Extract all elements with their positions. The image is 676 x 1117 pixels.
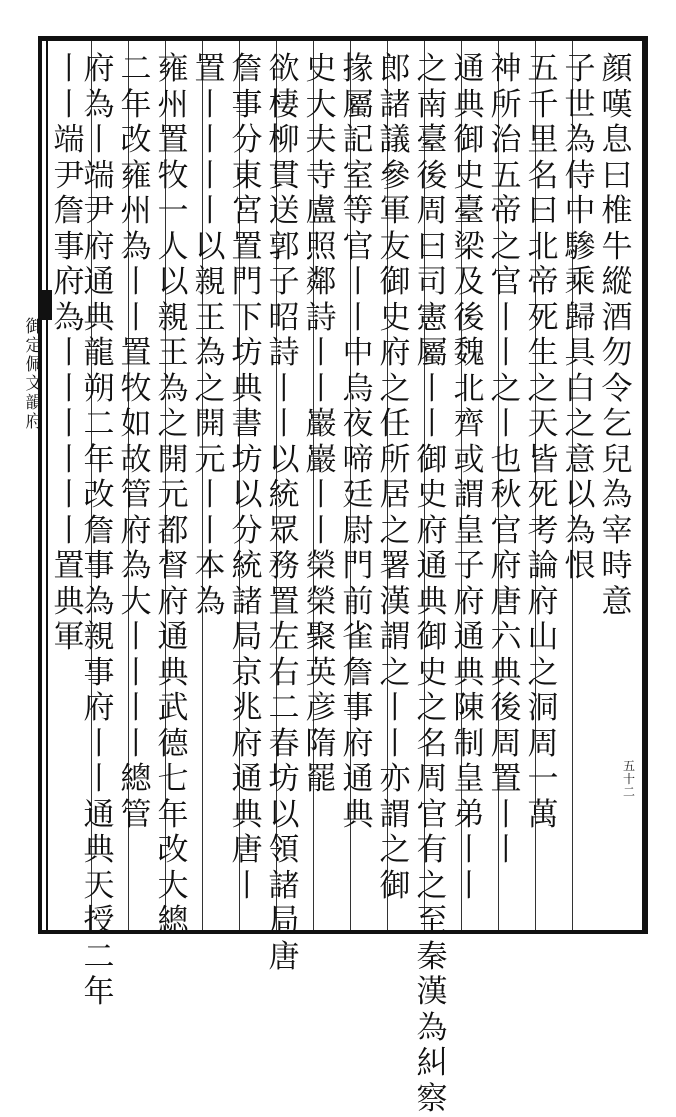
text-column: 置丨丨丨丨以親王為之開元丨丨本為 (194, 51, 226, 620)
text-column: 顔嘆息曰椎牛縱酒勿令乞兒為宰時意 (601, 51, 633, 620)
text-column: 子世為侍中驂乘歸具白之意以為恨 (564, 51, 596, 584)
margin-book-title: 御定佩文韻府 (25, 317, 43, 432)
frame-top-border (38, 36, 648, 41)
page-number: 五十二 (622, 759, 635, 799)
text-column: 丨丨端尹詹事府為丨丨丨丨丨丨置典軍 (53, 51, 85, 655)
text-column: 五千里名曰北帝死生之天皆死考論府山之洞周一萬 (527, 51, 559, 833)
frame-left-border (38, 36, 42, 934)
text-column: 史大夫寺盧照鄰詩丨丨巖巖丨丨榮榮聚英彦隋罷 (305, 51, 337, 797)
text-column: 神所治五帝之官丨丨之丨也秋官府唐六典後周置丨丨 (490, 51, 522, 868)
text-column: 掾屬記室等官丨丨中烏夜啼廷尉門前雀詹事府通典 (342, 51, 374, 833)
text-column: 欲棲柳貫送郭子昭詩丨丨以統眾務置左右二春坊以領諸局唐 (268, 51, 300, 975)
text-column: 雍州置牧一人以親王為之開元都督府通典武德七年改大總 (157, 51, 189, 939)
frame-inner-border (46, 36, 48, 934)
frame-bottom-border (38, 930, 648, 934)
text-column: 詹事分東宮置門下坊典書坊以分統諸局京兆府通典唐丨 (231, 51, 263, 904)
text-column: 通典御史臺梁及後魏北齊或謂皇子府通典陳制皇弟丨丨 (453, 51, 485, 904)
margin-fishtail-mark (38, 290, 52, 320)
text-column: 二年改雍州為丨丨置牧如故管府為大丨丨丨丨總管 (120, 51, 152, 833)
text-column: 府為丨端尹府通典龍朔二年改詹事為親事府丨丨通典天授二年 (83, 51, 115, 1010)
text-column: 之南臺後周曰司憲屬丨丨御史府通典御史之名周官有之至秦漢為糾察 (416, 51, 448, 1117)
frame-right-border (642, 36, 648, 934)
text-column: 郎諸議參軍友御史府之任所居之署漢謂之丨丨亦謂之御 (379, 51, 411, 904)
